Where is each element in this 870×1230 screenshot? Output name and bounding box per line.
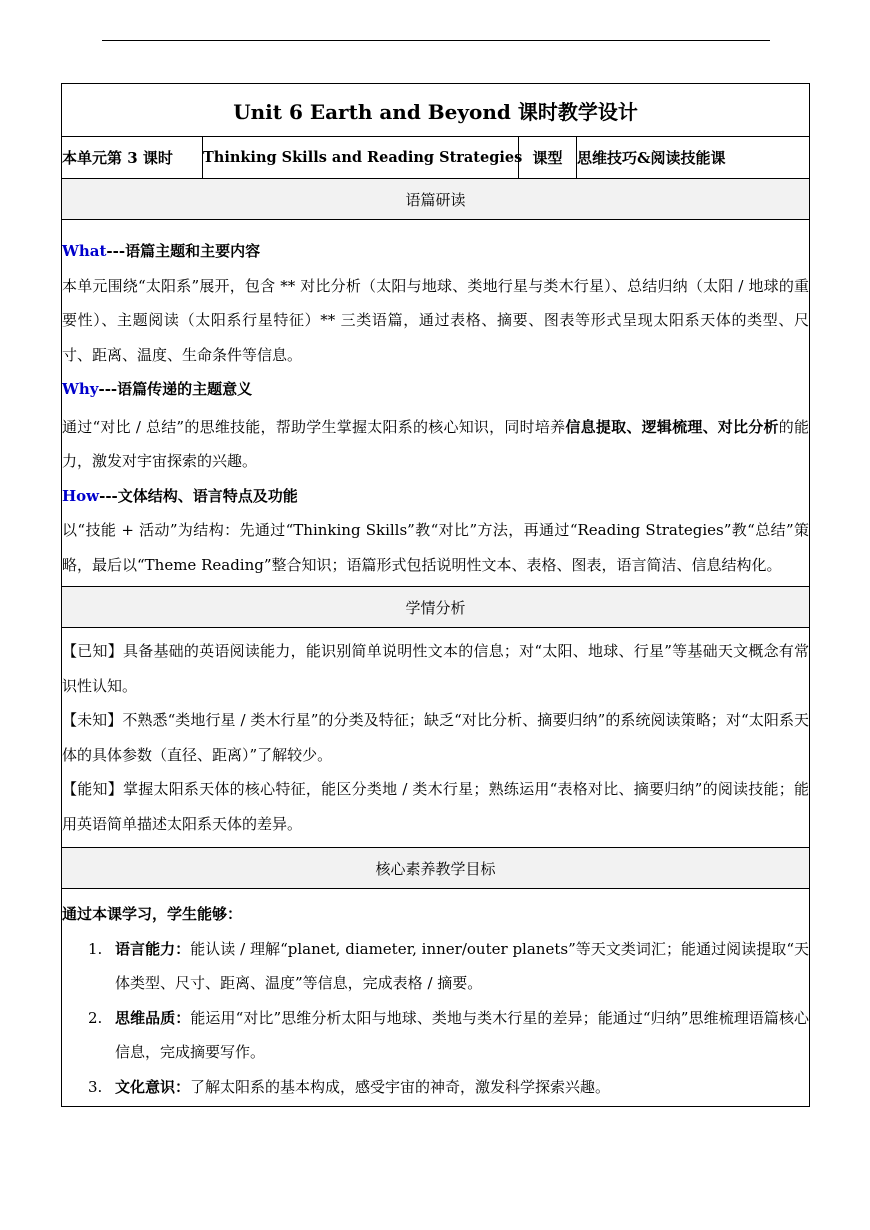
known-paragraph: 【已知】具备基础的英语阅读能力，能识别简单说明性文本的信息；对“太阳、地球、行星”等基础天文概念有常识性认知。 <box>62 642 810 695</box>
how-paragraph: 以“技能 + 活动”为结构：先通过“Thinking Skills”教“对比”方法，再通过“Reading Strategies”教“总结”策略，最后以“Theme Reading”整合知识；语篇形式包括说明性文本、表格、图表，语言简洁、信息结构化。 <box>62 521 810 574</box>
why-heading: Why---语篇传递的主题意义 <box>62 380 253 398</box>
objectives-list <box>62 932 809 1105</box>
why-paragraph: 通过“对比 / 总结”的思维技能，帮助学生掌握太阳系的核心知识，同时培养信息提取、逻辑梳理、对比分析的能力，激发对宇宙探索的兴趣。 <box>62 417 810 470</box>
objective-item: 3. 文化意识：了解太阳系的基本构成，感受宇宙的神奇，激发科学探索兴趣。 <box>88 1077 611 1096</box>
able-paragraph: 【能知】掌握太阳系天体的核心特征，能区分类地 / 类木行星；熟练运用“表格对比、摘要归纳”的阅读技能；能用英语简单描述太阳系天体的差异。 <box>62 780 810 833</box>
objectives-intro: 通过本课学习，学生能够： <box>62 905 243 923</box>
section-heading-learner-analysis: 学情分析 <box>62 587 810 628</box>
section-heading-objectives: 核心素养教学目标 <box>62 848 810 889</box>
lesson-plan-table <box>61 83 810 1107</box>
lesson-type-label: 课型 <box>519 137 577 179</box>
how-heading: How---文体结构、语言特点及功能 <box>62 486 298 505</box>
lesson-title: Thinking Skills and Reading Strategies <box>203 137 519 179</box>
section-heading-text-study: 语篇研读 <box>62 179 810 220</box>
lesson-number: 本单元第 3 课时 <box>62 137 203 179</box>
lesson-type-value: 思维技巧&阅读技能课 <box>577 137 810 179</box>
objective-item: 1. 语言能力：能认读 / 理解“planet, diameter, inner/outer planets”等天文类词汇；能通过阅读提取“天体类型、尺寸、距离、温度”等信息，完成表格 / 摘要。 <box>88 939 810 992</box>
header-rule <box>102 40 770 41</box>
what-paragraph: 本单元围绕“太阳系”展开，包含 ** 对比分析（太阳与地球、类地行星与类木行星）、总结归纳（太阳 / 地球的重要性）、主题阅读（太阳系行星特征）** 三类语篇，通过表格、摘要、图表等形式呈现太阳系天体的类型、尺寸、距离、温度、生命条件等信息。 <box>62 276 810 364</box>
document-title: Unit 6 Earth and Beyond 课时教学设计 <box>62 84 810 137</box>
learner-analysis-content <box>62 628 810 848</box>
objectives-content <box>62 889 810 1107</box>
unknown-paragraph: 【未知】不熟悉“类地行星 / 类木行星”的分类及特征；缺乏“对比分析、摘要归纳”的系统阅读策略；对“太阳系天体的具体参数（直径、距离）”了解较少。 <box>62 711 810 764</box>
text-study-content <box>62 220 810 587</box>
objective-item: 2. 思维品质：能运用“对比”思维分析太阳与地球、类地与类木行星的差异；能通过“归纳”思维梳理语篇核心信息，完成摘要写作。 <box>88 1008 810 1061</box>
what-heading: What---语篇主题和主要内容 <box>62 242 261 260</box>
